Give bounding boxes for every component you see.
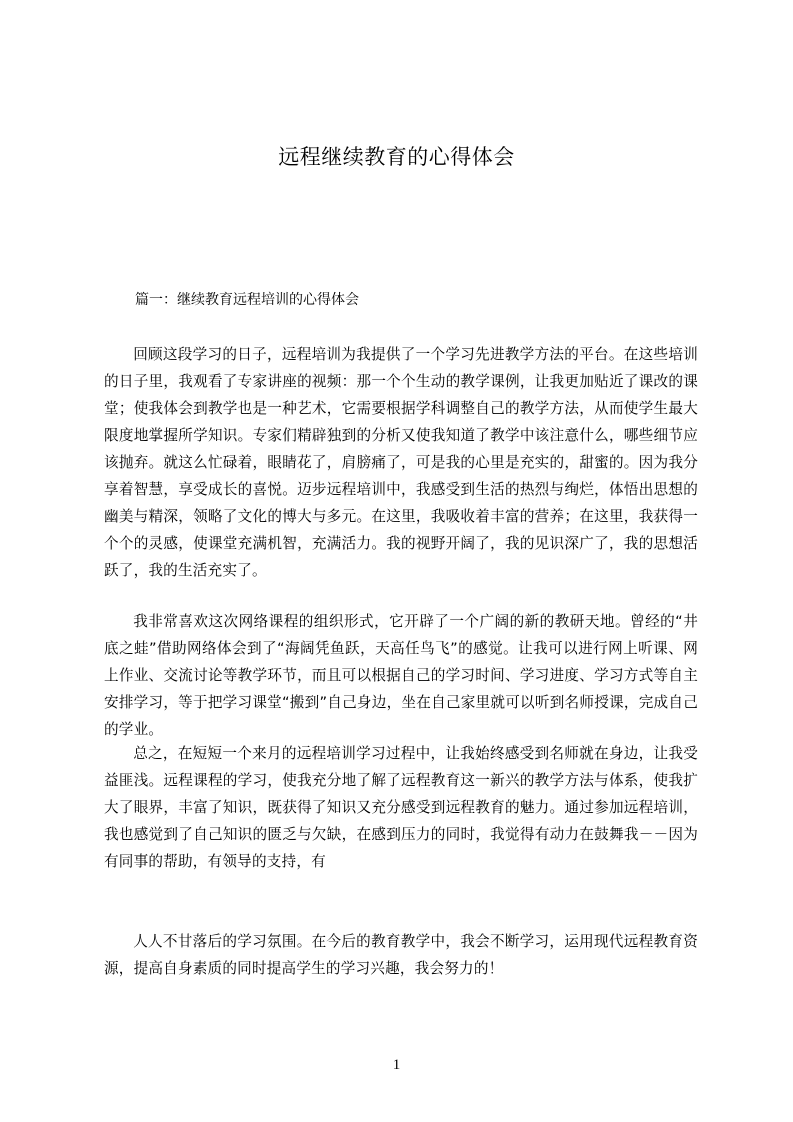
paragraph-1: 回顾这段学习的日子，远程培训为我提供了一个学习先进教学方法的平台。在这些培训的日子里，我观看了专家讲座的视频：那一个个生动的教学课例，让我更加贴近了课改的课堂；使我体会到教学也是一种艺术，它需要根据学科调整自己的教学方法，从而使学生最大限度地掌握所学知识。专家们精辟独到的分析又使我知道了教学中该注意什么，哪些细节应该抛弃。就这么忙碌着，眼睛花了，肩膀痛了，可是我的心里是充实的，甜蜜的。因为我分享着智慧，享受成长的喜悦。迈步远程培训中，我感受到生活的热烈与绚烂，体悟出思想的幽美与精深，领略了文化的博大与多元。在这里，我吸收着丰富的营养；在这里，我获得一个个的灵感，使课堂充满机智，充满活力。我的视野开阔了，我的见识深广了，我的思想活跃了，我的生活充实了。 <box>104 346 698 579</box>
section-heading: 篇一：继续教育远程培训的心得体会 <box>135 292 359 308</box>
paragraph-3: 总之，在短短一个来月的远程培训学习过程中，让我始终感受到名师就在身边，让我受益匪浅。远程课程的学习，使我充分地了解了远程教育这一新兴的教学方法与体系，使我扩大了眼界，丰富了知识，既获得了知识又充分感受到远程教育的魅力。通过参加远程培训，我也感觉到了自己知识的匮乏与欠缺，在感到压力的同时，我觉得有动力在鼓舞我－－因为有同事的帮助，有领导的支持，有 <box>104 745 698 870</box>
document-title: 远程继续教育的心得体会 <box>278 145 515 169</box>
page-number: 1 <box>392 1057 401 1073</box>
paragraph-4: 人人不甘落后的学习氛围。在今后的教育教学中，我会不断学习，运用现代远程教育资源，提高自身素质的同时提高学生的学习兴趣，我会努力的！ <box>104 933 698 977</box>
paragraph-2: 我非常喜欢这次网络课程的组织形式，它开辟了一个广阔的新的教研天地。曾经的“井底之蛙”借助网络体会到了“海阔凭鱼跃，天高任鸟飞”的感觉。让我可以进行网上听课、网上作业、交流讨论等教学环节，而且可以根据自己的学习时间、学习进度、学习方式等自主安排学习，等于把学习课堂“搬到”自己身边，坐在自己家里就可以听到名师授课，完成自己的学业。 <box>104 613 698 738</box>
